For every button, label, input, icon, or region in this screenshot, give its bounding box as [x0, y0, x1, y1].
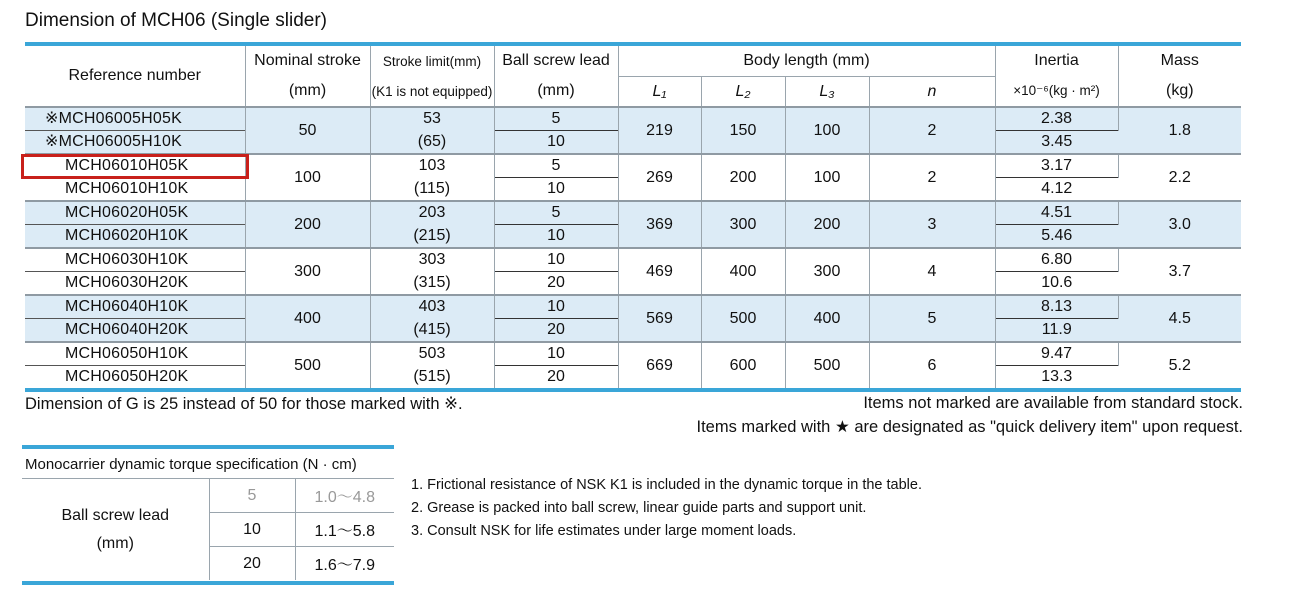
table-row: [25, 107, 1241, 131]
l1-value: 269: [618, 154, 701, 201]
n-value: 2: [869, 154, 995, 201]
l1-value: 569: [618, 295, 701, 342]
l2-value: 400: [701, 248, 785, 295]
inertia-value: 9.47: [995, 342, 1118, 366]
reference-number: MCH06030H10K: [25, 248, 245, 272]
header-body-length: Body length (mm): [618, 46, 995, 77]
torque-table-wrap: [22, 445, 394, 585]
dimension-table: [25, 46, 1241, 388]
nominal-stroke: 50: [245, 107, 370, 154]
l3-value: 500: [785, 342, 869, 388]
ball-screw-lead: 10: [494, 131, 618, 155]
torque-label: Ball screw lead: [61, 506, 170, 524]
torque-range: 1.6～7.9: [295, 547, 394, 581]
reference-number: ※MCH06005H10K: [25, 131, 245, 155]
header-nominal-stroke-unit: (mm): [245, 77, 370, 108]
header-ball-screw-lead: Ball screw lead: [494, 46, 618, 77]
stroke-limit-k1: (315): [370, 272, 494, 296]
note-item: 1. Frictional resistance of NSK K1 is included in the dynamic torque in the table.: [411, 477, 922, 493]
inertia-value: 4.12: [995, 178, 1118, 202]
note-item: 2. Grease is packed into ball screw, linear guide parts and support unit.: [411, 500, 867, 516]
n-value: 2: [869, 107, 995, 154]
mass-value: 3.7: [1118, 248, 1241, 295]
inertia-value: 4.51: [995, 201, 1118, 225]
table-bottom-bar: [25, 388, 1241, 392]
l1-value: 369: [618, 201, 701, 248]
note-standard-stock: Items not marked are available from standard stock.: [863, 394, 1243, 412]
header-stroke-limit-sub: (K1 is not equipped): [370, 77, 494, 108]
l2-value: 500: [701, 295, 785, 342]
header-mass: Mass: [1118, 46, 1241, 77]
highlight-box: [21, 154, 249, 179]
header-l1: L₁: [618, 77, 701, 108]
ball-screw-lead: 10: [494, 295, 618, 319]
n-value: 5: [869, 295, 995, 342]
reference-number: MCH06040H10K: [25, 295, 245, 319]
reference-number: MCH06020H05K: [25, 201, 245, 225]
inertia-value: 11.9: [995, 319, 1118, 343]
reference-number: MCH06010H10K: [25, 178, 245, 202]
inertia-value: 6.80: [995, 248, 1118, 272]
l3-value: 400: [785, 295, 869, 342]
note-item: 3. Consult NSK for life estimates under large moment loads.: [411, 523, 797, 539]
ball-screw-lead: 10: [494, 342, 618, 366]
torque-range: 1.0～4.8: [314, 489, 375, 506]
l2-value: 300: [701, 201, 785, 248]
note-quick-delivery: Items marked with ★ are designated as "quick delivery item" upon request.: [696, 418, 1243, 436]
torque-label-cell: [22, 479, 209, 580]
torque-lead: 20: [209, 547, 295, 581]
l3-value: 100: [785, 107, 869, 154]
mass-value: 1.8: [1118, 107, 1241, 154]
reference-number: MCH06020H10K: [25, 225, 245, 249]
reference-number: MCH06010H05K: [25, 154, 245, 178]
header-ball-screw-lead-unit: (mm): [494, 77, 618, 108]
ball-screw-lead: 10: [494, 178, 618, 202]
n-value: 4: [869, 248, 995, 295]
stroke-limit: 203: [370, 201, 494, 225]
ball-screw-lead: 5: [494, 107, 618, 131]
torque-lead: 5: [209, 479, 295, 513]
reference-number: MCH06030H20K: [25, 272, 245, 296]
torque-label-unit: (mm): [96, 534, 134, 552]
dimension-table-body: [25, 107, 1241, 388]
ball-screw-lead: 10: [494, 225, 618, 249]
inertia-value: 2.38: [995, 107, 1118, 131]
inertia-value: 10.6: [995, 272, 1118, 296]
ball-screw-lead: 10: [494, 248, 618, 272]
page-title: Dimension of MCH06 (Single slider): [25, 10, 327, 31]
header-n: n: [869, 77, 995, 108]
mass-value: 2.2: [1118, 154, 1241, 201]
stroke-limit: 403: [370, 295, 494, 319]
inertia-value: 3.17: [995, 154, 1118, 178]
torque-lead: 10: [209, 513, 295, 547]
nominal-stroke: 200: [245, 201, 370, 248]
l2-value: 150: [701, 107, 785, 154]
ball-screw-lead: 5: [494, 201, 618, 225]
reference-number: MCH06050H10K: [25, 342, 245, 366]
l1-value: 669: [618, 342, 701, 388]
inertia-value: 5.46: [995, 225, 1118, 249]
l3-value: 300: [785, 248, 869, 295]
inertia-value: 8.13: [995, 295, 1118, 319]
stroke-limit: 103: [370, 154, 494, 178]
stroke-limit-k1: (215): [370, 225, 494, 249]
ball-screw-lead: 5: [494, 154, 618, 178]
l2-value: 600: [701, 342, 785, 388]
nominal-stroke: 500: [245, 342, 370, 388]
stroke-limit-k1: (515): [370, 366, 494, 389]
stroke-limit: 53: [370, 107, 494, 131]
note-g-dimension: Dimension of G is 25 instead of 50 for those marked with ※.: [25, 395, 463, 413]
l3-value: 100: [785, 154, 869, 201]
inertia-value: 13.3: [995, 366, 1118, 389]
inertia-value: 3.45: [995, 131, 1118, 155]
header-l2: L₂: [701, 77, 785, 108]
header-inertia: Inertia: [995, 46, 1118, 77]
ball-screw-lead: 20: [494, 366, 618, 389]
ball-screw-lead: 20: [494, 272, 618, 296]
l1-value: 219: [618, 107, 701, 154]
l3-value: 200: [785, 201, 869, 248]
ball-screw-lead: 20: [494, 319, 618, 343]
nominal-stroke: 400: [245, 295, 370, 342]
header-stroke-limit: Stroke limit(mm): [370, 46, 494, 77]
l2-value: 200: [701, 154, 785, 201]
header-nominal-stroke: Nominal stroke: [245, 46, 370, 77]
nominal-stroke: 100: [245, 154, 370, 201]
header-inertia-unit: ×10⁻⁶(kg · m²): [995, 77, 1118, 108]
header-reference: Reference number: [25, 46, 245, 107]
g-mark-icon: ※: [45, 110, 59, 127]
torque-title: Monocarrier dynamic torque specification (N · cm): [22, 445, 394, 478]
table-row: [25, 201, 1241, 225]
reference-number: MCH06050H20K: [25, 366, 245, 389]
nominal-stroke: 300: [245, 248, 370, 295]
mass-value: 4.5: [1118, 295, 1241, 342]
header-l3: L₃: [785, 77, 869, 108]
mass-value: 5.2: [1118, 342, 1241, 388]
g-mark-icon: ※: [45, 133, 59, 150]
table-row: [25, 248, 1241, 272]
stroke-limit-k1: (115): [370, 178, 494, 202]
stroke-limit: 503: [370, 342, 494, 366]
dimension-table-wrap: [25, 42, 1241, 392]
n-value: 3: [869, 201, 995, 248]
stroke-limit-k1: (65): [370, 131, 494, 155]
torque-table: [22, 479, 394, 580]
notes-list: [411, 474, 922, 543]
torque-range: 1.1～5.8: [295, 513, 394, 547]
reference-number: ※MCH06005H05K: [25, 107, 245, 131]
torque-bottom-bar: [22, 581, 394, 585]
table-row: [25, 342, 1241, 366]
l1-value: 469: [618, 248, 701, 295]
stroke-limit: 303: [370, 248, 494, 272]
header-mass-unit: (kg): [1118, 77, 1241, 108]
n-value: 6: [869, 342, 995, 388]
reference-number: MCH06040H20K: [25, 319, 245, 343]
mass-value: 3.0: [1118, 201, 1241, 248]
stroke-limit-k1: (415): [370, 319, 494, 343]
table-row: [25, 295, 1241, 319]
